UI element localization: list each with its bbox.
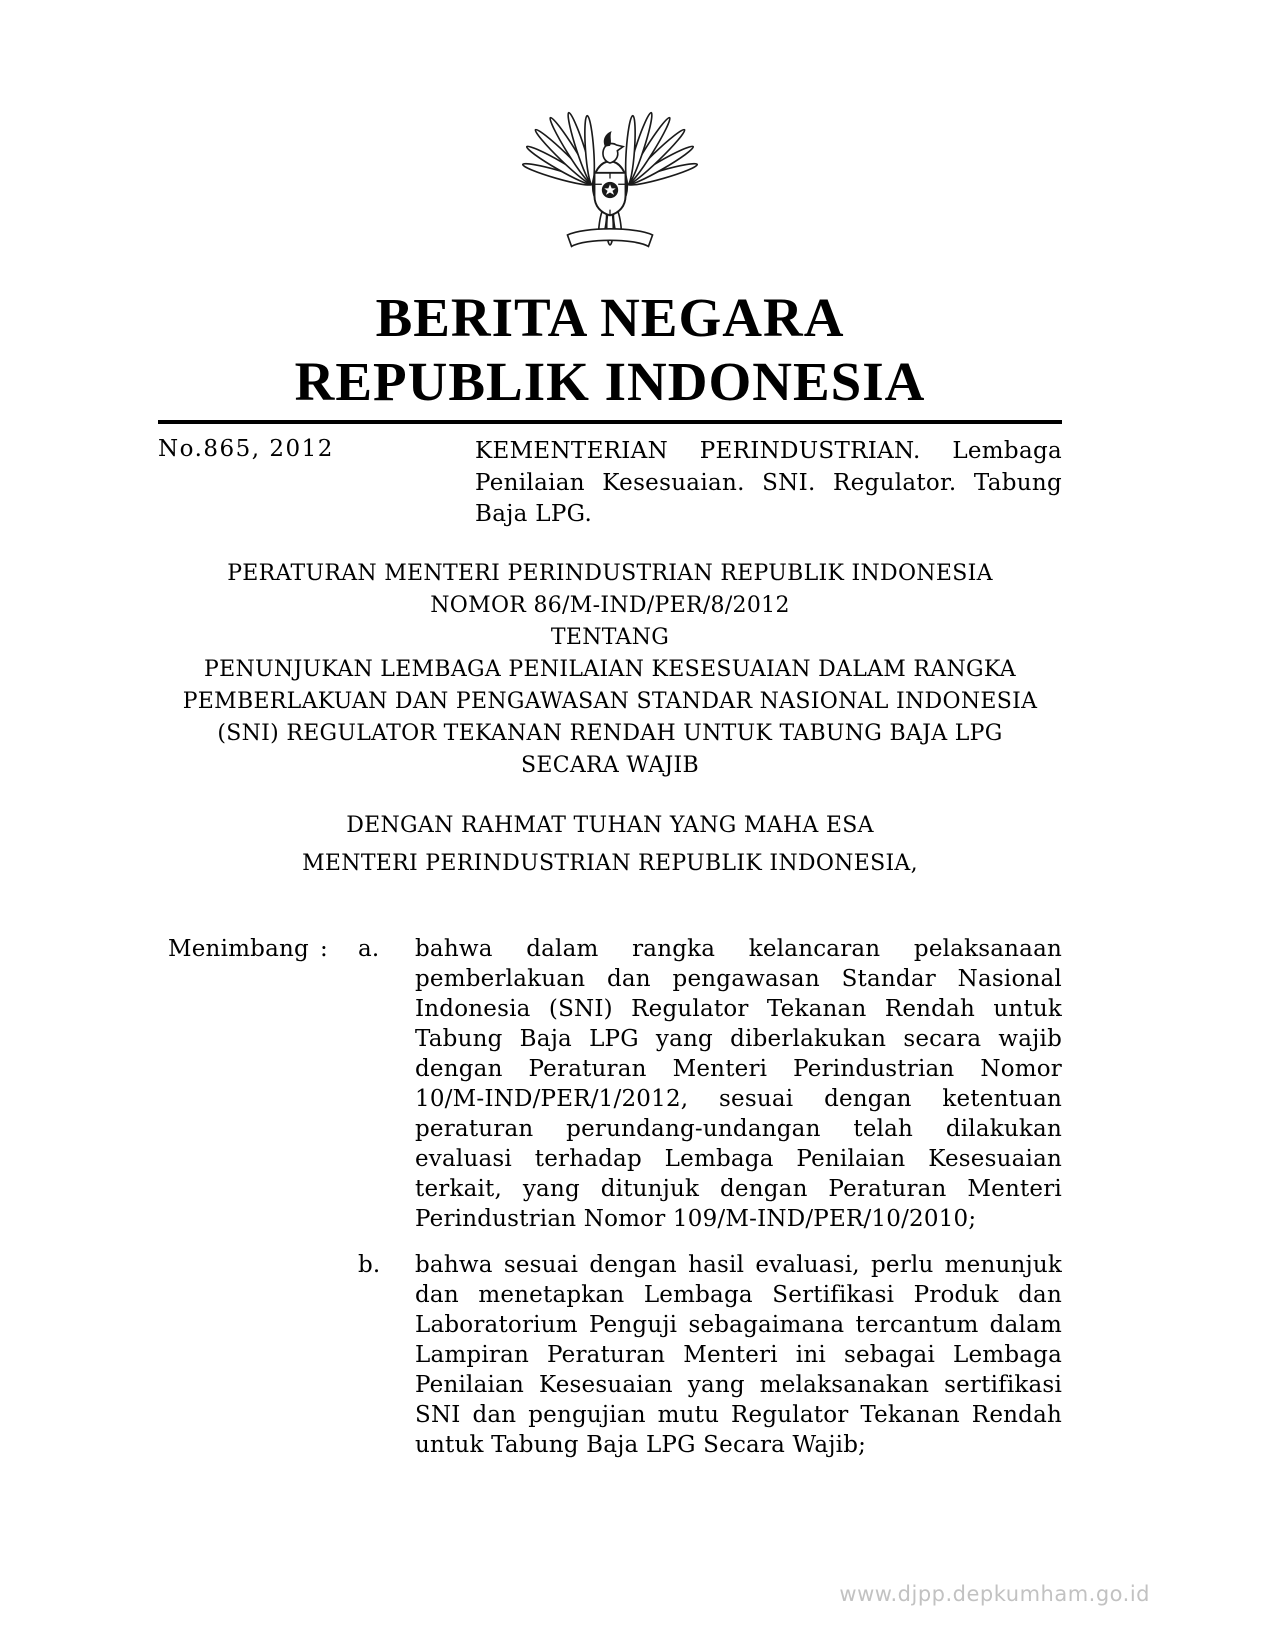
regulation-title-lines [158,558,1062,782]
invocation-line: DENGAN RAHMAT TUHAN YANG MAHA ESA [346,813,874,838]
regulation-heading [158,558,1062,880]
considerations-items [358,934,1062,1460]
considerations-section [168,934,1062,1460]
masthead-title [158,286,1062,414]
regulation-title-line: PERATURAN MENTERI PERINDUSTRIAN REPUBLIK INDONESIA [227,561,993,586]
masthead-divider [158,420,1062,424]
consideration-item-text: bahwa dalam rangka kelancaran pelaksanaan pemberlakuan dan pengawasan Standar Nasional Indonesia (SNI) Regulator Tekanan Rendah untuk Tabung Baja LPG yang diberlakukan secara wajib dengan Peraturan Menteri Perindustrian Nomor 10/M-IND/PER/1/2012, sesuai dengan ketentuan peraturan perundang-undangan telah dilakukan evaluasi terhadap Lembaga Penilaian Kesesuaian terkait, yang ditunjuk dengan Peraturan Menteri Perindustrian Nomor 109/M-IND/PER/10/2010; [415,936,1062,1232]
masthead-line-2: REPUBLIK INDONESIA [294,350,926,412]
consideration-item-letter: a. [358,936,380,962]
consideration-item-text: bahwa sesuai dengan hasil evaluasi, perlu menunjuk dan menetapkan Lembaga Sertifikasi Produk dan Laboratorium Penguji sebagaimana tercantum dalam Lampiran Peraturan Menteri ini sebagai Lembaga Penilaian Kesesuaian yang melaksanakan sertifikasi SNI dan pengujian mutu Regulator Tekanan Rendah untuk Tabung Baja LPG Secara Wajib; [415,1252,1062,1458]
regulation-title-line: PEMBERLAKUAN DAN PENGAWASAN STANDAR NASIONAL INDONESIA [182,689,1038,714]
regulation-title-line: (SNI) REGULATOR TEKANAN RENDAH UNTUK TABUNG BAJA LPG [217,721,1003,746]
considerations-label: Menimbang [168,936,309,962]
regulation-title-line: TENTANG [550,625,670,650]
masthead-line-1: BERITA NEGARA [375,287,845,348]
footer-watermark-url: www.djpp.depkumham.go.id [839,1582,1150,1606]
gazette-subject: KEMENTERIAN PERINDUSTRIAN. Lembaga Penilaian Kesesuaian. SNI. Regulator. Tabung Baja LPG. [475,438,1062,528]
regulation-title-line: NOMOR 86/M-IND/PER/8/2012 [430,593,790,618]
regulation-title-line: SECARA WAJIB [521,753,699,778]
garuda-pancasila-icon [520,84,700,260]
gazette-header-row [158,436,1062,531]
consideration-item [358,934,1062,1234]
consideration-item [358,1250,1062,1460]
gazette-number: No.865, 2012 [158,436,334,462]
issuer-line: MENTERI PERINDUSTRIAN REPUBLIK INDONESIA, [302,851,918,876]
considerations-colon: : [320,936,328,962]
consideration-item-letter: b. [358,1252,381,1278]
regulation-title-line: PENUNJUKAN LEMBAGA PENILAIAN KESESUAIAN DALAM RANGKA [204,657,1016,682]
